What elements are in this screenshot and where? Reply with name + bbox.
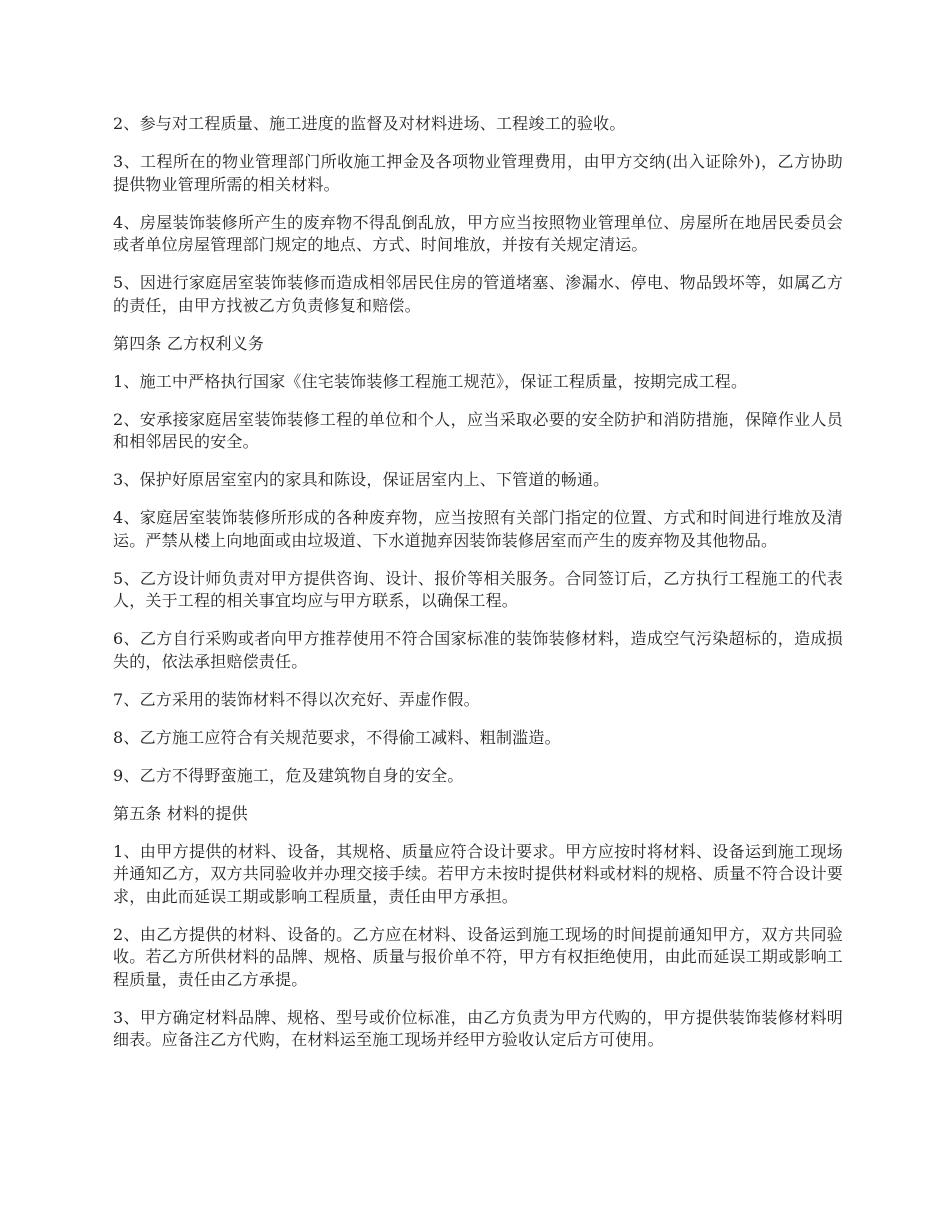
clause-4-item-3: 3、保护好原居室室内的家具和陈设，保证居室内上、下管道的畅通。	[113, 470, 610, 489]
section-heading-article-4: 第四条 乙方权利义务	[113, 333, 265, 353]
clause-5-item-2: 2、由乙方提供的材料、设备的。乙方应在材料、设备运到施工现场的时间提前通知甲方，双方共同验收。若乙方所供材料的品牌、规格、质量与报价单不符，甲方有权拒绝使用，由此而延误工期或影响工程质量，责任由乙方承提。	[113, 924, 843, 989]
clause-4-item-1: 1、施工中严格执行国家《住宅装饰装修工程施工规范》，保证工程质量，按期完成工程。	[113, 371, 748, 391]
clause-3-item-2: 2、参与对工程质量、施工进度的监督及对材料进场、工程竣工的验收。	[113, 114, 626, 133]
clause-5-item-3: 3、甲方确定材料品牌、规格、型号或价位标准，由乙方负责为甲方代购的，甲方提供装饰装修材料明细表。应备注乙方代购，在材料运至施工现场并经甲方验收认定后方可使用。	[113, 1007, 843, 1049]
clause-4-item-6: 6、乙方自行采购或者向甲方推荐使用不符合国家标准的装饰装修材料，造成空气污染超标的，造成损失的，依法承担赔偿责任。	[113, 629, 843, 671]
clause-4-item-9: 9、乙方不得野蛮施工，危及建筑物自身的安全。	[113, 765, 464, 785]
clause-3-item-3: 3、工程所在的物业管理部门所收施工押金及各项物业管理费用，由甲方交纳(出入证除外)，乙方协助提供物业管理所需的相关材料。	[113, 152, 843, 194]
clause-4-item-5: 5、乙方设计师负责对甲方提供咨询、设计、报价等相关服务。合同签订后，乙方执行工程施工的代表人，关于工程的相关事宜均应与甲方联系，以确保工程。	[113, 568, 843, 610]
clause-4-item-2: 2、安承接家庭居室装饰装修工程的单位和个人，应当采取必要的安全防护和消防措施，保障作业人员和相邻居民的安全。	[113, 409, 843, 451]
section-heading-article-5: 第五条 材料的提供	[113, 803, 248, 823]
clause-3-item-5: 5、因进行家庭居室装饰装修而造成相邻居民住房的管道堵塞、渗漏水、停电、物品毁坏等，如属乙方的责任，由甲方找被乙方负责修复和赔偿。	[113, 273, 843, 315]
clause-4-item-4: 4、家庭居室装饰装修所形成的各种废弃物，应当按照有关部门指定的位置、方式和时间进行堆放及清运。严禁从楼上向地面或由垃圾道、下水道抛弃因装饰装修居室而产生的废弃物及其他物品。	[113, 508, 843, 550]
clause-4-item-7: 7、乙方采用的装饰材料不得以次充好、弄虚作假。	[113, 689, 480, 709]
clause-5-item-1: 1、由甲方提供的材料、设备，其规格、质量应符合设计要求。甲方应按时将材料、设备运到施工现场并通知乙方，双方共同验收并办理交接手续。若甲方未按时提供材料或材料的规格、质量不符合设计要求，由此而延误工期或影响工程质量，责任由甲方承担。	[113, 841, 843, 906]
clause-3-item-4: 4、房屋装饰装修所产生的废弃物不得乱倒乱放，甲方应当按照物业管理单位、房屋所在地居民委员会或者单位房屋管理部门规定的地点、方式、时间堆放，并按有关规定清运。	[113, 212, 843, 254]
clause-4-item-8: 8、乙方施工应符合有关规范要求，不得偷工减料、粗制滥造。	[113, 727, 561, 747]
document-body	[113, 113, 843, 1067]
